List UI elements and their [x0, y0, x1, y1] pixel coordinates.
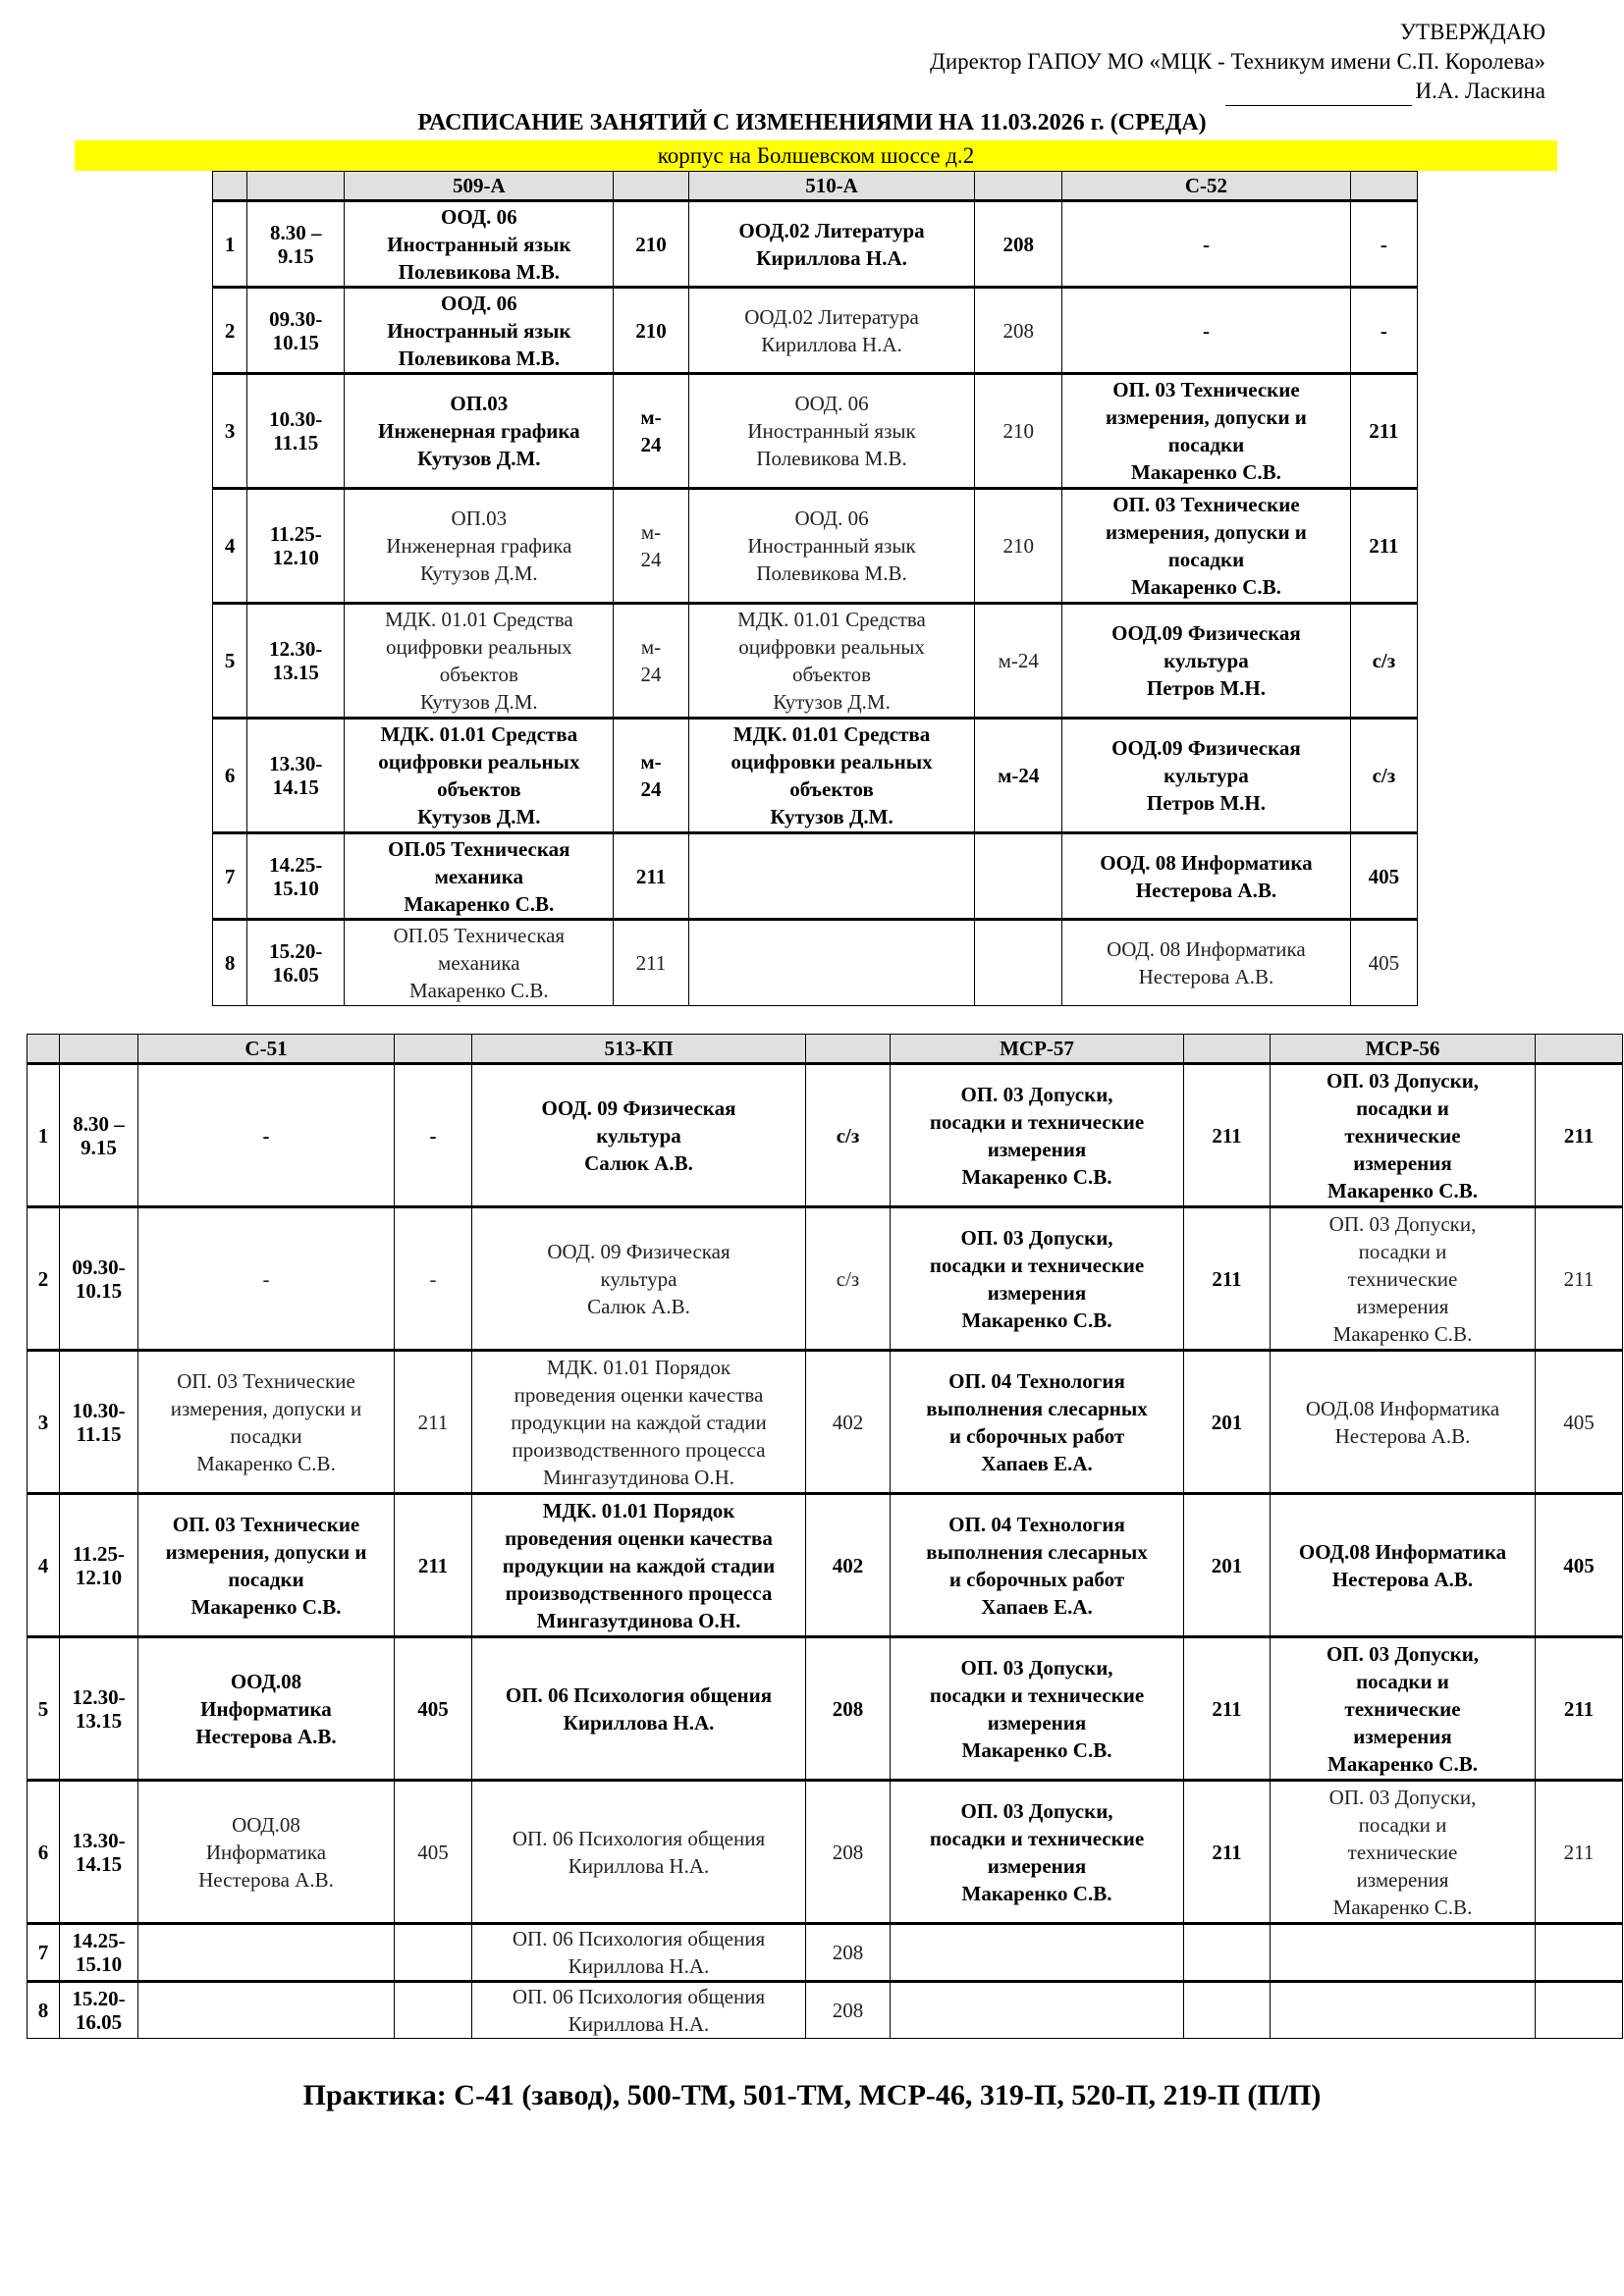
lesson-time: 10.30- 11.15: [247, 374, 345, 489]
lesson-subject: ОП.03 Инженерная графика Кутузов Д.М.: [345, 489, 614, 604]
lesson-time: 13.30- 14.15: [247, 719, 345, 833]
lesson-number: 4: [27, 1494, 60, 1637]
group-header: МСР-56: [1271, 1035, 1536, 1064]
lesson-room: 208: [806, 1781, 891, 1924]
lesson-subject: ОП. 03 Технические измерения, допуски и посадки Макаренко С.В.: [138, 1351, 395, 1494]
lesson-room: 211: [395, 1494, 472, 1637]
lesson-subject: -: [1062, 201, 1351, 288]
lesson-room: 211: [1184, 1637, 1271, 1781]
lesson-subject: ООД.02 Литература Кириллова Н.А.: [688, 288, 975, 374]
lesson-number: 3: [213, 374, 247, 489]
lesson-time: 10.30- 11.15: [60, 1351, 138, 1494]
lesson-subject: ООД. 06 Иностранный язык Полевикова М.В.: [688, 374, 975, 489]
lesson-subject: ОП. 04 Технология выполнения слесарных и сборочных работ Хапаев Е.А.: [891, 1494, 1184, 1637]
lesson-room: с/з: [1350, 719, 1417, 833]
table-row: [213, 833, 1418, 920]
lesson-room: 405: [1350, 833, 1417, 920]
table-row: [27, 1494, 1623, 1637]
lesson-room: 210: [614, 288, 688, 374]
director-line: Директор ГАПОУ МО «МЦК - Техникум имени С.П. Королева»: [930, 49, 1545, 74]
lesson-room: 405: [395, 1637, 472, 1781]
table-row: [213, 288, 1418, 374]
lesson-room: [1536, 1924, 1623, 1982]
group-header: С-51: [138, 1035, 395, 1064]
lesson-subject: [891, 1924, 1184, 1982]
lesson-subject: ОП.05 Техническая механика Макаренко С.В.: [345, 833, 614, 920]
lesson-time: 11.25- 12.10: [247, 489, 345, 604]
lesson-room: 210: [975, 489, 1062, 604]
lesson-room: 210: [614, 201, 688, 288]
lesson-room: 208: [806, 1982, 891, 2039]
lesson-subject: -: [1062, 288, 1351, 374]
signatory-name: И.А. Ласкина: [1415, 79, 1545, 103]
table-row: [213, 719, 1418, 833]
lesson-subject: ОП. 03 Технические измерения, допуски и посадки Макаренко С.В.: [1062, 374, 1351, 489]
lesson-subject: ООД.08 Информатика Нестерова А.В.: [1271, 1351, 1536, 1494]
lesson-number: 2: [27, 1207, 60, 1351]
lesson-subject: ООД. 09 Физическая культура Салюк А.В.: [472, 1207, 806, 1351]
lesson-room: 405: [1536, 1494, 1623, 1637]
table-row: [213, 920, 1418, 1006]
room-header: [806, 1035, 891, 1064]
lesson-subject: МДК. 01.01 Средства оцифровки реальных объектов Кутузов Д.М.: [688, 719, 975, 833]
lesson-subject: МДК. 01.01 Средства оцифровки реальных объектов Кутузов Д.М.: [345, 719, 614, 833]
lesson-room: м- 24: [614, 719, 688, 833]
lesson-room: 210: [975, 374, 1062, 489]
lesson-number: 8: [213, 920, 247, 1006]
lesson-room: 211: [1536, 1207, 1623, 1351]
lesson-room: [1536, 1982, 1623, 2039]
lesson-subject: [138, 1982, 395, 2039]
lesson-number: 6: [213, 719, 247, 833]
lesson-time: 09.30- 10.15: [247, 288, 345, 374]
lesson-room: 208: [975, 288, 1062, 374]
lesson-room: 211: [614, 920, 688, 1006]
lesson-subject: -: [138, 1064, 395, 1207]
lesson-time: 14.25- 15.10: [247, 833, 345, 920]
lesson-subject: [1271, 1924, 1536, 1982]
lesson-room: 211: [1350, 374, 1417, 489]
lesson-subject: МДК. 01.01 Средства оцифровки реальных объектов Кутузов Д.М.: [688, 604, 975, 719]
table-row: [27, 1351, 1623, 1494]
lesson-room: 211: [1184, 1781, 1271, 1924]
lesson-subject: ОП.05 Техническая механика Макаренко С.В.: [345, 920, 614, 1006]
room-header: [1536, 1035, 1623, 1064]
lesson-subject: ОП. 03 Допуски, посадки и технические измерения Макаренко С.В.: [1271, 1781, 1536, 1924]
lesson-subject: ООД.02 Литература Кириллова Н.А.: [688, 201, 975, 288]
lesson-number: 3: [27, 1351, 60, 1494]
lesson-time: 13.30- 14.15: [60, 1781, 138, 1924]
lesson-subject: [891, 1982, 1184, 2039]
lesson-number: 5: [27, 1637, 60, 1781]
lesson-room: с/з: [806, 1064, 891, 1207]
lesson-subject: ООД.08 Информатика Нестерова А.В.: [138, 1781, 395, 1924]
lesson-subject: ОП. 03 Допуски, посадки и технические измерения Макаренко С.В.: [891, 1207, 1184, 1351]
approval-block: [930, 18, 1545, 106]
lesson-room: м- 24: [614, 374, 688, 489]
header-num-cell: [213, 172, 247, 201]
room-header: [1350, 172, 1417, 201]
table-row: [27, 1982, 1623, 2039]
lesson-room: 211: [1184, 1207, 1271, 1351]
lesson-subject: ООД. 06 Иностранный язык Полевикова М.В.: [345, 288, 614, 374]
table-row: [213, 374, 1418, 489]
lesson-room: 211: [1536, 1637, 1623, 1781]
table-row: [27, 1781, 1623, 1924]
lesson-time: 09.30- 10.15: [60, 1207, 138, 1351]
lesson-room: [395, 1982, 472, 2039]
lesson-subject: ОП. 03 Допуски, посадки и технические измерения Макаренко С.В.: [1271, 1637, 1536, 1781]
lesson-subject: ОП. 06 Психология общения Кириллова Н.А.: [472, 1982, 806, 2039]
table-row: [27, 1207, 1623, 1351]
group-header: 509-А: [345, 172, 614, 201]
lesson-room: 211: [614, 833, 688, 920]
lesson-subject: [1271, 1982, 1536, 2039]
signature-line: [930, 77, 1545, 106]
lesson-room: 211: [1536, 1064, 1623, 1207]
page-title: РАСПИСАНИЕ ЗАНЯТИЙ С ИЗМЕНЕНИЯМИ НА 11.03.2026 г. (СРЕДА): [417, 110, 1207, 135]
lesson-room: с/з: [1350, 604, 1417, 719]
table-header-row: [213, 172, 1418, 201]
lesson-number: 2: [213, 288, 247, 374]
lesson-room: -: [1350, 288, 1417, 374]
table-row: [213, 489, 1418, 604]
lesson-time: 12.30- 13.15: [60, 1637, 138, 1781]
lesson-subject: ООД. 06 Иностранный язык Полевикова М.В.: [688, 489, 975, 604]
header-time-cell: [247, 172, 345, 201]
lesson-subject: ОП. 06 Психология общения Кириллова Н.А.: [472, 1637, 806, 1781]
lesson-room: 208: [806, 1637, 891, 1781]
building-banner: корпус на Болшевском шоссе д.2: [75, 140, 1557, 171]
lesson-subject: ОП. 03 Допуски, посадки и технические измерения Макаренко С.В.: [1271, 1064, 1536, 1207]
lesson-time: 15.20- 16.05: [247, 920, 345, 1006]
lesson-time: 8.30 – 9.15: [60, 1064, 138, 1207]
group-header: С-52: [1062, 172, 1351, 201]
lesson-number: 1: [213, 201, 247, 288]
room-header: [1184, 1035, 1271, 1064]
lesson-subject: ОП. 06 Психология общения Кириллова Н.А.: [472, 1924, 806, 1982]
group-header: 513-КП: [472, 1035, 806, 1064]
room-header: [395, 1035, 472, 1064]
lesson-room: [1184, 1924, 1271, 1982]
lesson-time: 12.30- 13.15: [247, 604, 345, 719]
group-header: МСР-57: [891, 1035, 1184, 1064]
table-row: [27, 1924, 1623, 1982]
schedule-table-2: [27, 1034, 1623, 2039]
table-header-row: [27, 1035, 1623, 1064]
lesson-subject: ОП.03 Инженерная графика Кутузов Д.М.: [345, 374, 614, 489]
schedule-table-1: [212, 171, 1418, 1006]
lesson-room: 211: [1184, 1064, 1271, 1207]
lesson-subject: ООД.08 Информатика Нестерова А.В.: [1271, 1494, 1536, 1637]
header-num-cell: [27, 1035, 60, 1064]
lesson-room: 211: [1350, 489, 1417, 604]
lesson-room: 211: [395, 1351, 472, 1494]
lesson-number: 7: [213, 833, 247, 920]
table-row: [27, 1637, 1623, 1781]
lesson-subject: [138, 1924, 395, 1982]
lesson-room: 402: [806, 1351, 891, 1494]
room-header: [614, 172, 688, 201]
lesson-subject: ОП. 03 Допуски, посадки и технические измерения Макаренко С.В.: [891, 1064, 1184, 1207]
lesson-room: 405: [1350, 920, 1417, 1006]
lesson-number: 5: [213, 604, 247, 719]
lesson-room: м-24: [975, 604, 1062, 719]
lesson-subject: ОП. 03 Технические измерения, допуски и посадки Макаренко С.В.: [138, 1494, 395, 1637]
lesson-subject: [688, 920, 975, 1006]
lesson-room: -: [395, 1064, 472, 1207]
lesson-room: -: [1350, 201, 1417, 288]
lesson-room: 402: [806, 1494, 891, 1637]
lesson-time: 8.30 – 9.15: [247, 201, 345, 288]
lesson-room: [975, 920, 1062, 1006]
lesson-room: [395, 1924, 472, 1982]
lesson-time: 15.20- 16.05: [60, 1982, 138, 2039]
header-time-cell: [60, 1035, 138, 1064]
lesson-subject: ООД.08 Информатика Нестерова А.В.: [138, 1637, 395, 1781]
lesson-room: 208: [806, 1924, 891, 1982]
lesson-subject: ООД. 09 Физическая культура Салюк А.В.: [472, 1064, 806, 1207]
lesson-room: м-24: [975, 719, 1062, 833]
room-header: [975, 172, 1062, 201]
lesson-room: с/з: [806, 1207, 891, 1351]
lesson-room: -: [395, 1207, 472, 1351]
approve-label: УТВЕРЖДАЮ: [1399, 20, 1545, 44]
lesson-room: 201: [1184, 1494, 1271, 1637]
lesson-time: 11.25- 12.10: [60, 1494, 138, 1637]
lesson-number: 1: [27, 1064, 60, 1207]
lesson-number: 7: [27, 1924, 60, 1982]
lesson-room: 208: [975, 201, 1062, 288]
lesson-subject: ОП. 03 Технические измерения, допуски и посадки Макаренко С.В.: [1062, 489, 1351, 604]
lesson-subject: ОП. 03 Допуски, посадки и технические измерения Макаренко С.В.: [891, 1637, 1184, 1781]
group-header: 510-А: [688, 172, 975, 201]
lesson-room: 201: [1184, 1351, 1271, 1494]
lesson-room: м- 24: [614, 489, 688, 604]
lesson-subject: ООД.09 Физическая культура Петров М.Н.: [1062, 719, 1351, 833]
lesson-subject: ООД. 08 Информатика Нестерова А.В.: [1062, 833, 1351, 920]
lesson-subject: МДК. 01.01 Средства оцифровки реальных объектов Кутузов Д.М.: [345, 604, 614, 719]
lesson-number: 6: [27, 1781, 60, 1924]
lesson-number: 8: [27, 1982, 60, 2039]
lesson-number: 4: [213, 489, 247, 604]
lesson-room: [1184, 1982, 1271, 2039]
table-row: [213, 604, 1418, 719]
lesson-subject: ОП. 03 Допуски, посадки и технические измерения Макаренко С.В.: [1271, 1207, 1536, 1351]
lesson-room: [975, 833, 1062, 920]
lesson-subject: ОП. 06 Психология общения Кириллова Н.А.: [472, 1781, 806, 1924]
signature-blank: [1225, 85, 1412, 106]
lesson-room: м- 24: [614, 604, 688, 719]
lesson-subject: [688, 833, 975, 920]
lesson-room: 405: [395, 1781, 472, 1924]
lesson-subject: ООД.09 Физическая культура Петров М.Н.: [1062, 604, 1351, 719]
lesson-subject: -: [138, 1207, 395, 1351]
lesson-subject: ОП. 04 Технология выполнения слесарных и сборочных работ Хапаев Е.А.: [891, 1351, 1184, 1494]
lesson-time: 14.25- 15.10: [60, 1924, 138, 1982]
table-row: [27, 1064, 1623, 1207]
lesson-room: 405: [1536, 1351, 1623, 1494]
lesson-room: 211: [1536, 1781, 1623, 1924]
lesson-subject: МДК. 01.01 Порядок проведения оценки качества продукции на каждой стадии производственного процесса Мингазутдинова О.Н.: [472, 1351, 806, 1494]
lesson-subject: МДК. 01.01 Порядок проведения оценки качества продукции на каждой стадии производственного процесса Мингазутдинова О.Н.: [472, 1494, 806, 1637]
table-row: [213, 201, 1418, 288]
lesson-subject: ООД. 08 Информатика Нестерова А.В.: [1062, 920, 1351, 1006]
practice-note: Практика: С-41 (завод), 500-ТМ, 501-ТМ, МСР-46, 319-П, 520-П, 219-П (П/П): [302, 2079, 1322, 2111]
lesson-subject: ОП. 03 Допуски, посадки и технические измерения Макаренко С.В.: [891, 1781, 1184, 1924]
lesson-subject: ООД. 06 Иностранный язык Полевикова М.В.: [345, 201, 614, 288]
